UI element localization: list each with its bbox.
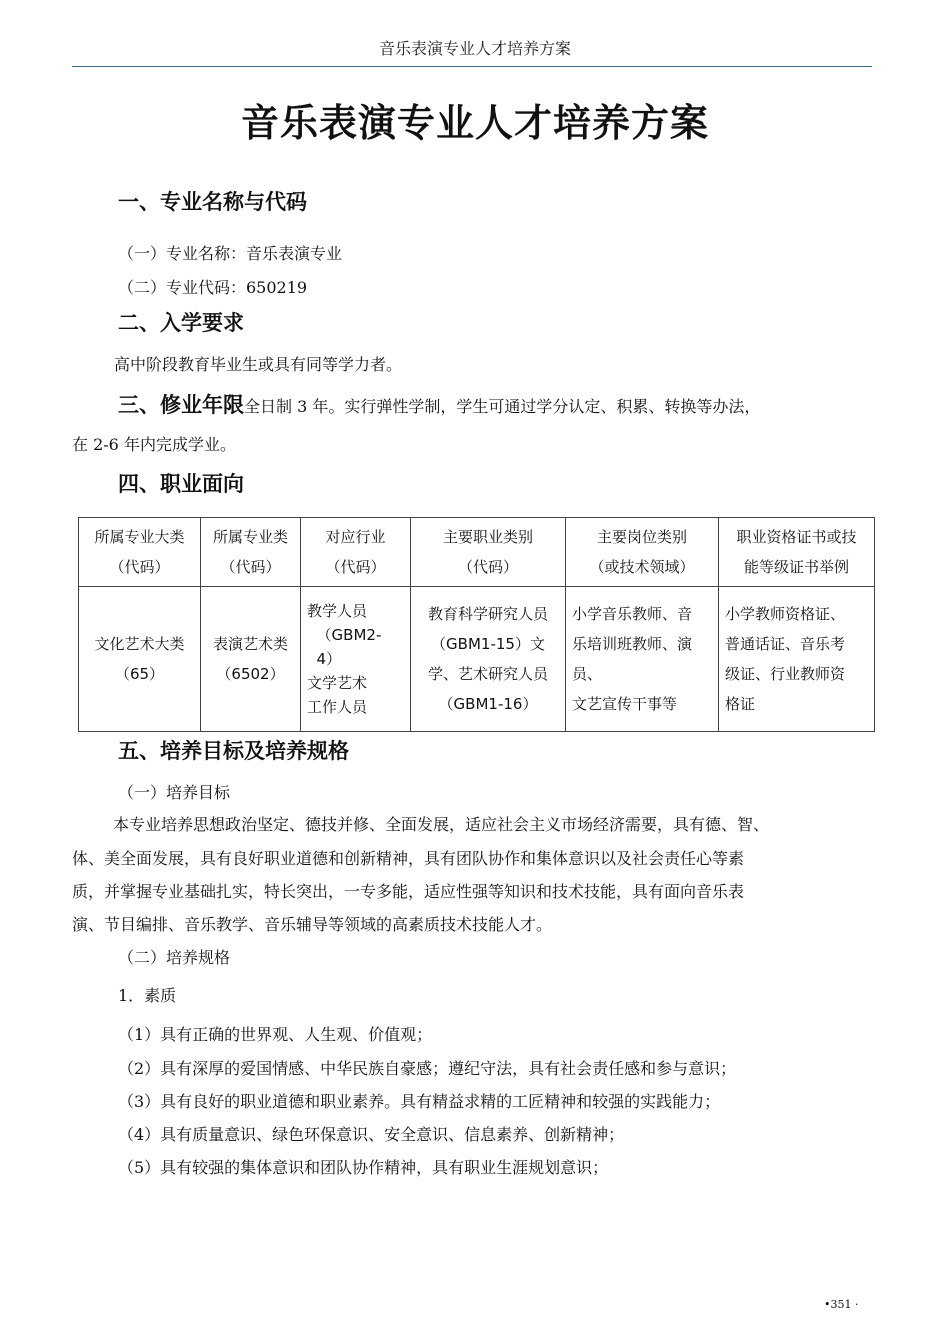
section4-heading: 四、职业面向 [118,472,244,496]
goal-line-2: 体、美全面发展，具有良好职业道德和创新精神，具有团队协作和集体意识以及社会责任心等素 [72,849,745,868]
table-header-cell: 对应行业 （代码） [301,518,411,587]
quality-item: （2）具有深厚的爱国情感、中华民族自豪感；遵纪守法，具有社会责任感和参与意识； [118,1059,737,1078]
section2-heading: 二、入学要求 [118,311,244,335]
goal-line-1: 本专业培养思想政治坚定、德技并修、全面发展，适应社会主义市场经济需要，具有德、智、 [113,815,770,834]
quality-heading: 1．素质 [118,986,177,1005]
table-cell-category: 文化艺术大类 （65） [79,587,201,732]
section1-heading: 一、专业名称与代码 [118,190,307,214]
table-header-cell: 主要岗位类别 （或技术领域） [566,518,719,587]
table-header-cell: 所属专业类 （代码） [201,518,301,587]
document-title: 音乐表演专业人才培养方案 [240,101,709,145]
career-orientation-table [78,517,875,732]
header-rule [72,66,872,67]
table-cell-class: 表演艺术类 （6502） [201,587,301,732]
table-header-row [79,518,875,587]
table-cell-certificates: 小学教师资格证、 普通话证、音乐考 级证、行业教师资 格证 [719,587,875,732]
table-header-cell: 所属专业大类 （代码） [79,518,201,587]
major-code-line: （二）专业代码：650219 [118,278,308,297]
goal-line-3: 质，并掌握专业基础扎实，特长突出，一专多能，适应性强等知识和技术技能，具有面向音乐表 [72,882,745,901]
quality-item: （3）具有良好的职业道德和职业素养。具有精益求精的工匠精神和较强的实践能力； [118,1092,721,1111]
table-header-cell: 主要职业类别 （代码） [411,518,566,587]
table-row [79,587,875,732]
major-name-line: （一）专业名称：音乐表演专业 [118,244,343,263]
goal-line-4: 演、节目编排、音乐教学、音乐辅导等领域的高素质技术技能人才。 [72,915,553,934]
admission-requirement: 高中阶段教育毕业生或具有同等学力者。 [114,355,403,374]
table-header-cell: 职业资格证书或技 能等级证书举例 [719,518,875,587]
quality-item: （5）具有较强的集体意识和团队协作精神，具有职业生涯规划意识； [118,1158,609,1177]
section3-line [118,389,760,419]
table-cell-positions: 小学音乐教师、音 乐培训班教师、演 员、 文艺宣传干事等 [566,587,719,732]
section3-heading: 三、修业年限 [118,393,244,417]
table-cell-industry: 教学人员 （GBM2- 4） 文学艺术 工作人员 [301,587,411,732]
spec-heading: （二）培养规格 [118,948,231,967]
quality-item: （4）具有质量意识、绿色环保意识、安全意识、信息素养、创新精神； [118,1125,625,1144]
table-cell-occupation: 教育科学研究人员 （GBM1-15）文 学、艺术研究人员 （GBM1-16） [411,587,566,732]
goal-heading: （一）培养目标 [118,783,231,802]
running-header: 音乐表演专业人才培养方案 [378,39,571,58]
section5-heading: 五、培养目标及培养规格 [118,739,349,763]
quality-item: （1）具有正确的世界观、人生观、价值观； [118,1025,433,1044]
study-duration-text: 全日制 3 年。实行弹性学制，学生可通过学分认定、积累、转换等办法， [244,397,761,416]
page-number: •351 · [824,1298,859,1311]
study-duration-text-cont: 在 2-6 年内完成学业。 [72,435,236,454]
